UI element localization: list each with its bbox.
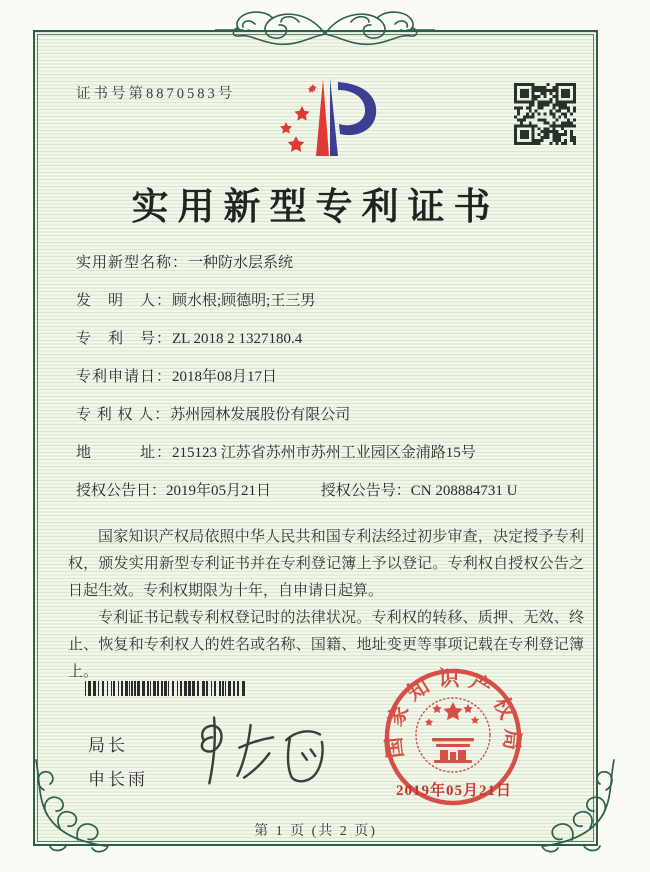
legal-text	[68, 524, 584, 686]
field-label: 专 利 权 人：	[76, 407, 171, 423]
field-application-date	[76, 366, 576, 388]
field-value: 215123 江苏省苏州市苏州工业园区金浦路15号	[172, 445, 476, 461]
legal-paragraph-2: 专利证书记载专利权登记时的法律状况。专利权的转移、质押、无效、终止、恢复和专利权人的姓名或名称、国籍、地址变更等事项记载在专利登记簿上。	[68, 610, 584, 680]
field-patent-number	[76, 328, 576, 350]
officer-name: 申长雨	[88, 770, 148, 789]
field-label: 实用新型名称：	[76, 255, 189, 271]
grant-date-value: 2019年05月21日	[166, 483, 272, 499]
grant-date-label: 授权公告日：	[76, 483, 167, 499]
officer-signature-icon	[185, 712, 335, 794]
qr-code-icon	[514, 83, 576, 147]
officer-block	[88, 731, 148, 799]
field-inventors	[76, 290, 576, 312]
bottom-right-flourish-ornament-icon	[532, 756, 624, 856]
seal-date: 2019年05月21日	[395, 783, 512, 799]
cnipa-logo-icon	[266, 76, 392, 162]
field-value: 2018年08月17日	[172, 369, 278, 385]
legal-paragraph-1: 国家知识产权局依照中华人民共和国专利法经过初步审查，决定授予专利权，颁发实用新型专利证书并在专利登记簿上予以登记。专利权自授权公告之日起生效。专利权期限为十年，自申请日起算。	[68, 529, 584, 599]
field-patentee	[76, 404, 576, 426]
top-flourish-ornament-icon	[215, 4, 435, 52]
officer-title: 局长	[88, 736, 128, 755]
field-label: 专 利 号：	[76, 331, 173, 347]
field-label: 发 明 人：	[76, 293, 173, 309]
grant-no-value: CN 208884731 U	[410, 483, 518, 499]
certificate-number: 证书号第8870583号	[76, 86, 236, 102]
field-value: ZL 2018 2 1327180.4	[172, 331, 303, 347]
field-label: 专利申请日：	[76, 369, 173, 385]
field-utility-model-name	[76, 252, 576, 274]
grant-announcement-row	[76, 480, 576, 502]
seal-text: 国家知识产权局	[382, 666, 524, 760]
barcode-icon	[85, 681, 247, 696]
page-number: 第 1 页 (共 2 页)	[254, 824, 377, 839]
field-value: 顾水根;顾德明;王三男	[172, 293, 316, 309]
field-address	[76, 442, 576, 464]
certificate-title: 实用新型专利证书	[131, 187, 500, 228]
field-list	[76, 252, 576, 502]
grant-no-label: 授权公告号：	[320, 483, 411, 499]
field-value: 一种防水层系统	[188, 255, 294, 271]
field-value: 苏州园林发展股份有限公司	[170, 407, 351, 423]
field-label: 地 址：	[76, 445, 173, 461]
